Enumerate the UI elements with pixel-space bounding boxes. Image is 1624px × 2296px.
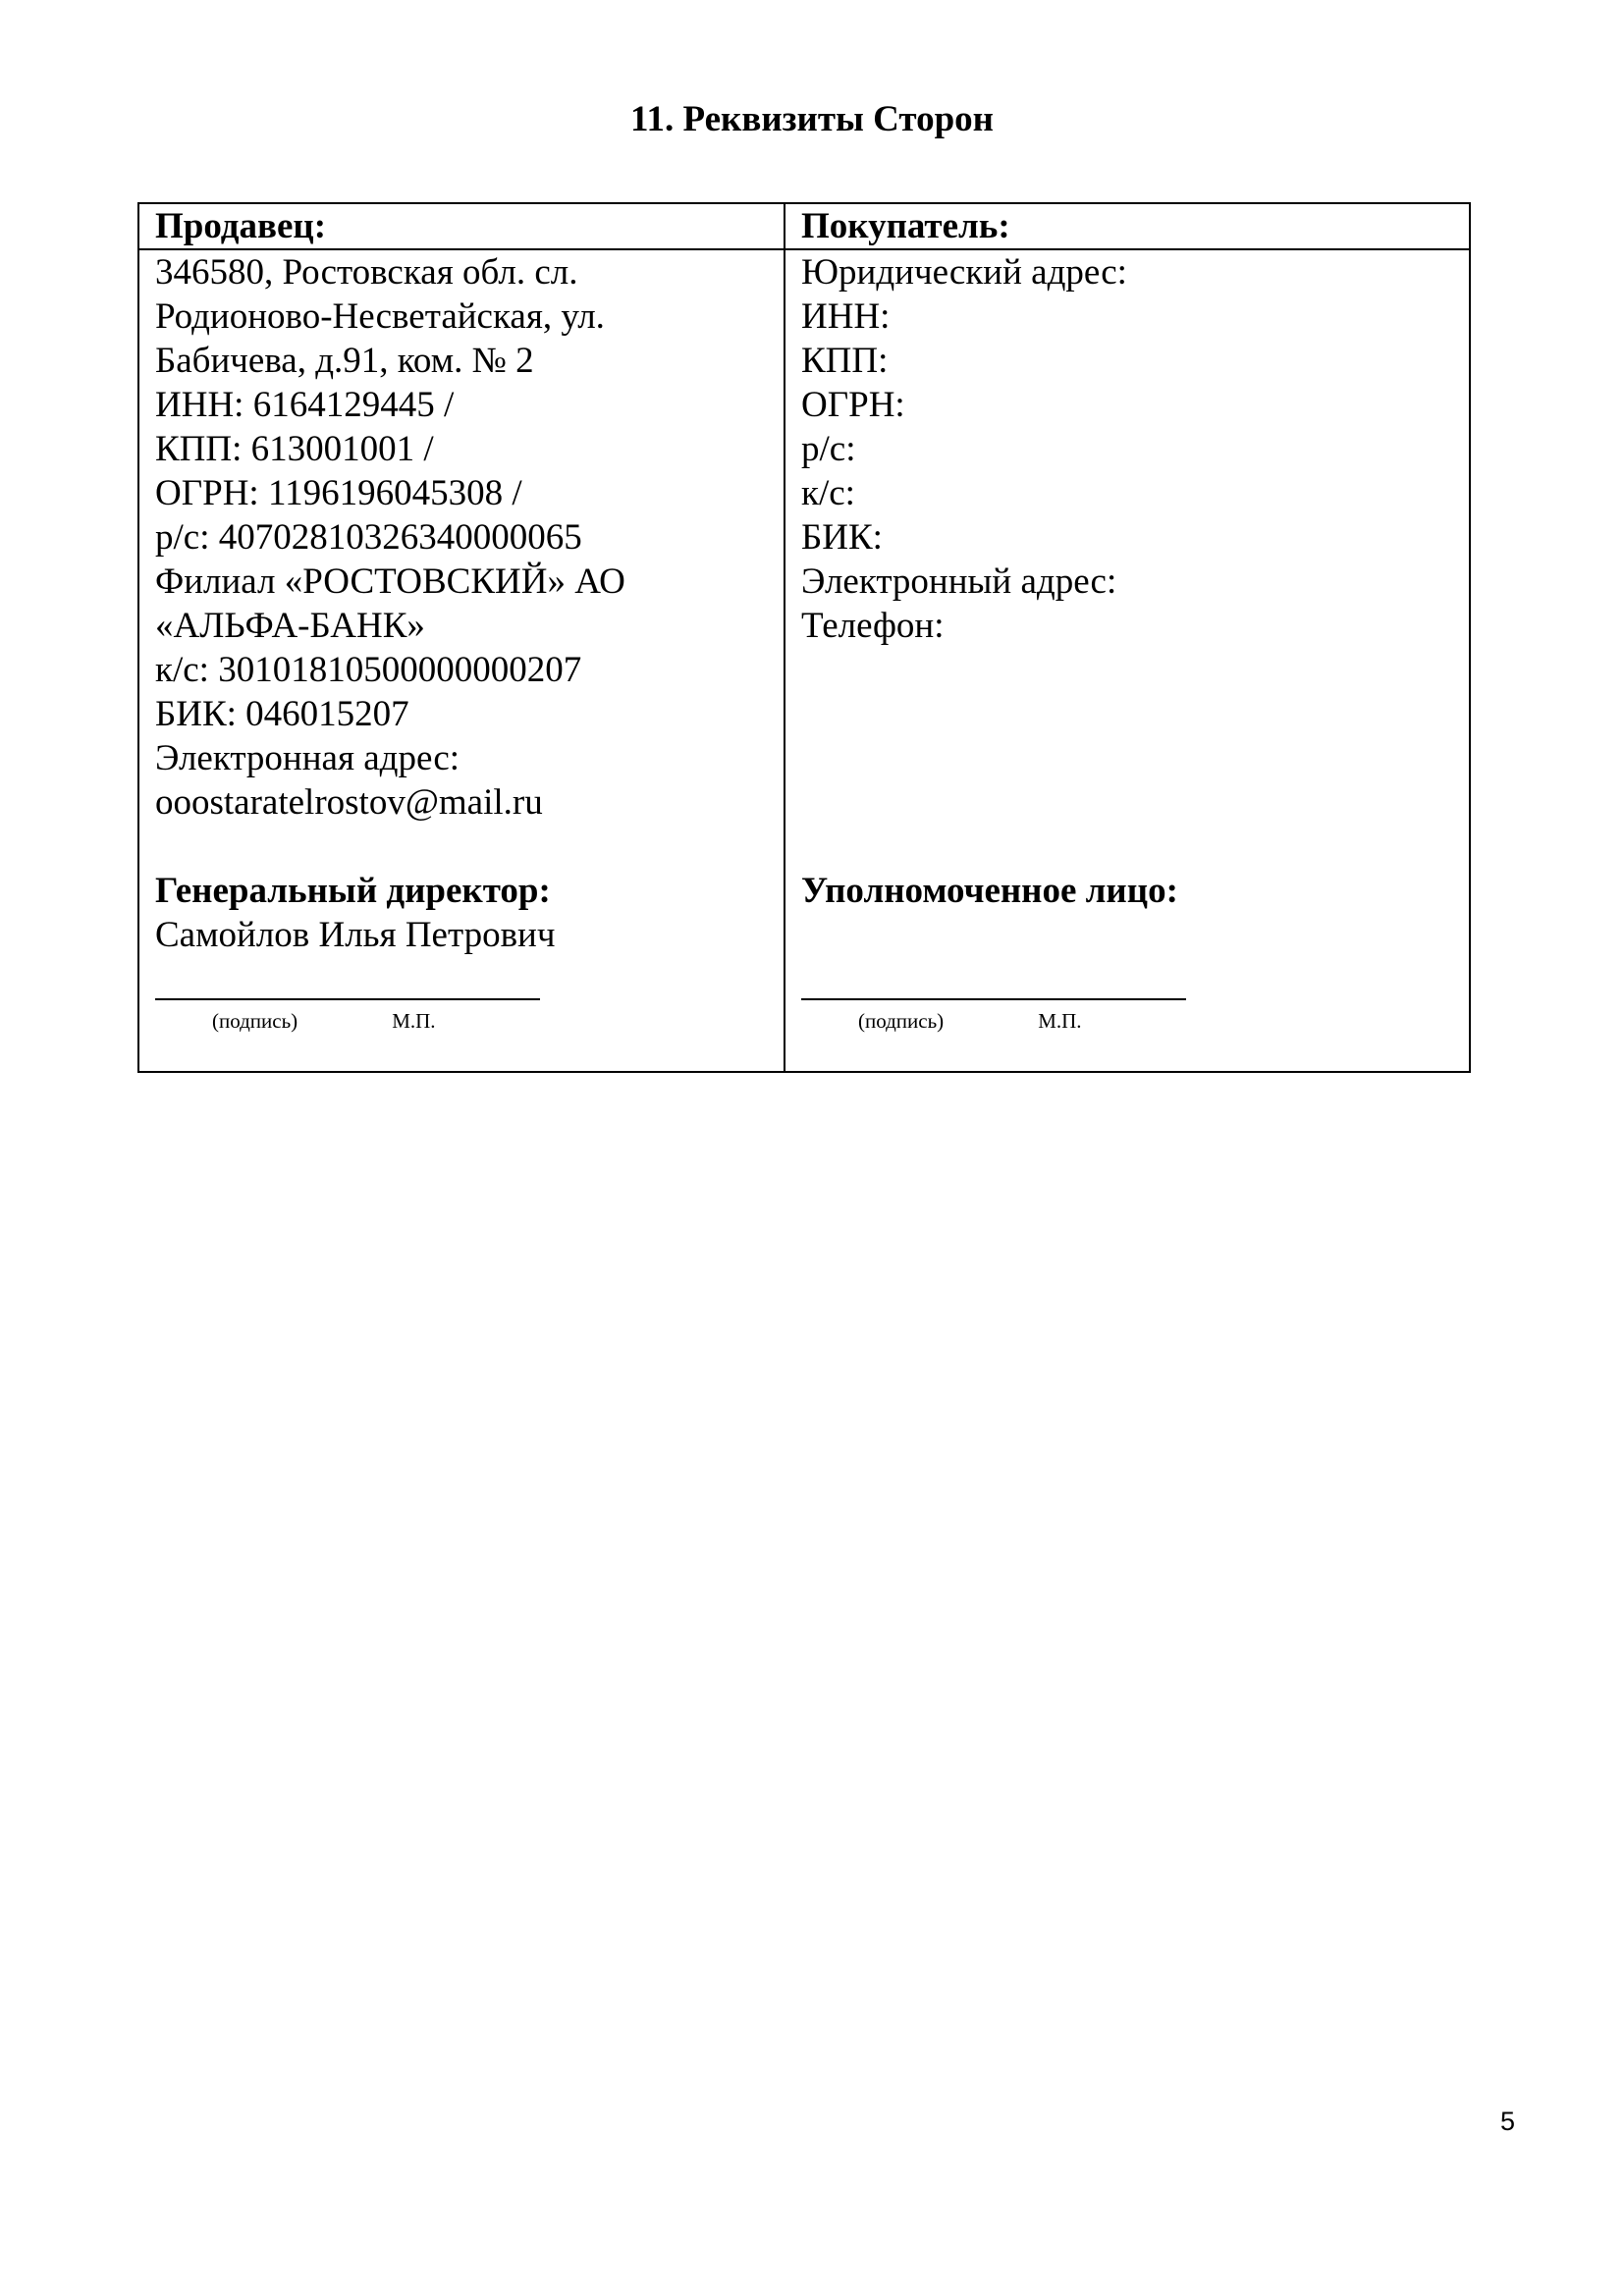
buyer-spacer-2: [801, 692, 1469, 736]
buyer-bik: БИК:: [801, 517, 883, 558]
seller-address-line-3: Бабичева, д.91, ком. № 2: [155, 341, 534, 381]
seller-address-line-1: 346580, Ростовская обл. сл.: [155, 252, 578, 293]
seller-account: р/с: 40702810326340000065: [155, 517, 582, 558]
seller-signature-caption-row: [155, 1006, 784, 1036]
seller-ogrn: ОГРН: 1196196045308 /: [155, 473, 522, 513]
buyer-signer-title: Уполномоченное лицо:: [801, 871, 1178, 911]
seller-corr-account: к/с: 30101810500000000207: [155, 650, 582, 690]
buyer-spacer-5: [801, 825, 1469, 869]
seller-inn: ИНН: 6164129445 /: [155, 385, 455, 425]
seller-header: Продавец:: [138, 203, 785, 249]
seller-bank-line-1: Филиал «РОСТОВСКИЙ» АО: [155, 561, 625, 602]
buyer-ogrn: ОГРН:: [801, 385, 905, 425]
seller-signer-name: Самойлов Илья Петрович: [155, 915, 556, 955]
seller-bank-line-2: «АЛЬФА-БАНК»: [155, 606, 425, 646]
seller-email: ooostaratelrostov@mail.ru: [155, 782, 543, 823]
buyer-account: р/с:: [801, 429, 856, 469]
page-number: 5: [1500, 2107, 1516, 2136]
seller-stamp-caption: М.П.: [392, 1009, 436, 1033]
buyer-details: [785, 249, 1470, 1072]
seller-signature-caption: (подпись): [212, 1009, 298, 1033]
buyer-header: Покупатель:: [785, 203, 1470, 249]
buyer-spacer-1: [801, 648, 1469, 692]
seller-details: [138, 249, 785, 1072]
buyer-spacer-6: [801, 913, 1469, 957]
buyer-signature-line: [801, 971, 1186, 1000]
section-title: 11. Реквизиты Сторон: [630, 99, 994, 139]
seller-bik: БИК: 046015207: [155, 694, 409, 734]
seller-kpp: КПП: 613001001 /: [155, 429, 434, 469]
buyer-signature-caption: (подпись): [858, 1009, 945, 1033]
table-header-row: [138, 203, 1470, 249]
seller-signature-line: [155, 971, 540, 1000]
seller-address-line-2: Родионово-Несветайская, ул.: [155, 296, 605, 337]
buyer-phone: Телефон:: [801, 606, 945, 646]
buyer-kpp: КПП:: [801, 341, 889, 381]
buyer-inn: ИНН:: [801, 296, 891, 337]
buyer-spacer-4: [801, 780, 1469, 825]
buyer-legal-address: Юридический адрес:: [801, 252, 1127, 293]
buyer-spacer-3: [801, 736, 1469, 780]
buyer-corr-account: к/с:: [801, 473, 855, 513]
requisites-table: [137, 202, 1471, 1073]
buyer-email: Электронный адрес:: [801, 561, 1117, 602]
seller-spacer: [155, 825, 784, 869]
seller-signer-title: Генеральный директор:: [155, 871, 551, 911]
table-body-row: [138, 249, 1470, 1072]
buyer-stamp-caption: М.П.: [1038, 1009, 1082, 1033]
seller-email-label: Электронная адрес:: [155, 738, 460, 778]
buyer-signature-caption-row: [801, 1006, 1469, 1036]
